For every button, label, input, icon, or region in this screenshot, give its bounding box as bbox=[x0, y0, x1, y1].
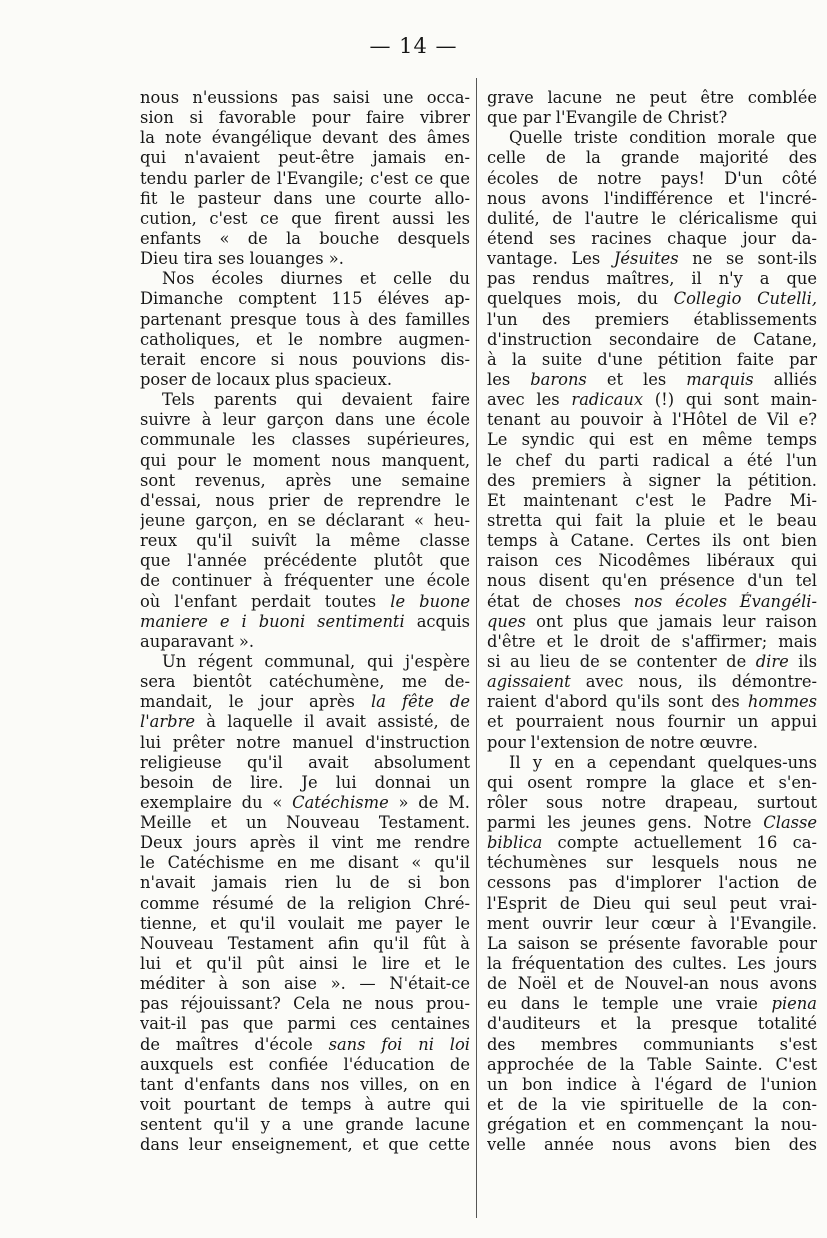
italic-text: maniere e i buoni sentimenti bbox=[140, 611, 405, 631]
text-segment: Meille et un Nouveau Testament. bbox=[140, 813, 470, 833]
text-line bbox=[140, 531, 470, 551]
text-segment: pas rendus maîtres, il n'y a que bbox=[487, 269, 817, 289]
text-segment: dulité, de l'autre le cléricalisme qui bbox=[487, 208, 817, 228]
text-segment: lui et qu'il pût ainsi le lire et le bbox=[140, 954, 470, 974]
text-line bbox=[487, 511, 817, 531]
text-line bbox=[487, 189, 817, 209]
italic-text: sans foi ni loi bbox=[328, 1034, 470, 1054]
text-segment: tant d'enfants dans nos villes, on en bbox=[140, 1074, 470, 1094]
text-segment: cessons pas d'implorer l'action de bbox=[487, 873, 817, 893]
italic-text: la fête de bbox=[370, 692, 470, 712]
text-segment: vait-il pas que parmi ces centaines bbox=[140, 1014, 470, 1034]
text-segment: suivre à leur garçon dans une école bbox=[140, 410, 470, 430]
text-line bbox=[487, 793, 817, 813]
text-line bbox=[487, 894, 817, 914]
text-segment: comme résumé de la religion Chré- bbox=[140, 893, 470, 913]
text-segment: et de la vie spirituelle de la con- bbox=[487, 1095, 817, 1115]
text-segment: n'avait jamais rien lu de si bon bbox=[140, 873, 470, 893]
text-segment: velle année nous avons bien des bbox=[487, 1135, 817, 1155]
text-segment: avec les bbox=[487, 390, 572, 410]
text-segment: d'auditeurs et la presque totalité bbox=[487, 1014, 817, 1034]
text-segment: le chef du parti radical a été l'un bbox=[487, 450, 817, 470]
text-line bbox=[140, 1115, 470, 1135]
text-line bbox=[487, 551, 817, 571]
text-line bbox=[487, 410, 817, 430]
italic-text: l'arbre bbox=[140, 712, 196, 732]
text-segment: les bbox=[487, 369, 531, 389]
text-line bbox=[140, 551, 470, 571]
text-line bbox=[140, 491, 470, 511]
text-segment: ment ouvrir leur cœur à l'Evangile. bbox=[487, 913, 817, 933]
text-segment: celle de la grande majorité des bbox=[487, 148, 817, 168]
text-line bbox=[140, 229, 470, 249]
text-line bbox=[487, 632, 817, 652]
text-segment: d'essai, nous prier de reprendre le bbox=[140, 490, 470, 510]
text-line bbox=[487, 1095, 817, 1115]
text-segment: temps à Catane. Certes ils ont bien bbox=[487, 531, 817, 551]
text-segment: grégation et en commençant la nou- bbox=[487, 1115, 817, 1135]
text-line bbox=[140, 712, 470, 732]
text-segment: sentent qu'il y a une grande lacune bbox=[140, 1115, 470, 1135]
text-line bbox=[140, 632, 470, 652]
text-segment: téchumènes sur lesquels nous ne bbox=[487, 853, 817, 873]
text-line bbox=[487, 994, 817, 1014]
text-line bbox=[140, 209, 470, 229]
text-segment: alliés bbox=[753, 369, 817, 389]
text-segment: Il y en a cependant quelques-uns bbox=[509, 752, 817, 772]
text-segment: Et maintenant c'est le Padre Mi- bbox=[487, 490, 817, 510]
text-segment: mandait, le jour après bbox=[140, 692, 371, 712]
text-segment: Un régent communal, qui j'espère bbox=[162, 651, 470, 671]
text-segment: jeune garçon, en se déclarant « heu- bbox=[140, 510, 470, 530]
text-segment: Dieu tira ses louanges ». bbox=[140, 249, 344, 269]
text-segment: tenant au pouvoir à l'Hôtel de Vil e? bbox=[487, 410, 817, 430]
text-segment: terait encore si nous pouvions dis- bbox=[140, 349, 470, 369]
text-line bbox=[487, 1035, 817, 1055]
text-segment: lui prêter notre manuel d'instruction bbox=[140, 732, 470, 752]
text-line bbox=[140, 350, 470, 370]
text-line bbox=[487, 853, 817, 873]
text-segment: auparavant ». bbox=[140, 631, 255, 651]
text-segment: Le syndic qui est en même temps bbox=[487, 430, 817, 450]
text-line bbox=[487, 370, 817, 390]
text-line bbox=[487, 733, 817, 753]
italic-text: radicaux bbox=[571, 390, 644, 410]
text-line bbox=[140, 652, 470, 672]
text-segment: cution, c'est ce que firent aussi les bbox=[140, 208, 470, 228]
text-segment: catholiques, et le nombre augmen- bbox=[140, 329, 470, 349]
right-column bbox=[487, 88, 817, 1155]
text-segment: nous avons l'indifférence et l'incré- bbox=[487, 188, 817, 208]
text-line bbox=[140, 471, 470, 491]
text-line bbox=[487, 1135, 817, 1155]
text-line bbox=[140, 1014, 470, 1034]
text-segment: Nos écoles diurnes et celle du bbox=[162, 269, 470, 289]
italic-text: agissaient bbox=[487, 672, 571, 692]
text-segment: compte actuellement 16 ca- bbox=[542, 833, 817, 853]
text-line bbox=[140, 994, 470, 1014]
text-segment: raison ces Nicodêmes libéraux qui bbox=[487, 551, 817, 571]
text-line bbox=[487, 471, 817, 491]
text-segment: ont plus que jamais leur raison bbox=[525, 611, 817, 631]
text-segment: d'être et le droit de s'affirmer; mais bbox=[487, 631, 817, 651]
text-line bbox=[487, 692, 817, 712]
text-segment: étend ses racines chaque jour da- bbox=[487, 228, 817, 248]
text-line bbox=[140, 169, 470, 189]
text-line bbox=[487, 833, 817, 853]
text-segment: de Noël et de Nouvel-an nous avons bbox=[487, 974, 817, 994]
italic-text: Collegio Cutelli, bbox=[673, 289, 817, 309]
text-segment: tienne, et qu'il voulait me payer le bbox=[140, 913, 470, 933]
text-segment: de maîtres d'école bbox=[140, 1034, 329, 1054]
text-line bbox=[140, 733, 470, 753]
text-line bbox=[487, 491, 817, 511]
text-line bbox=[140, 430, 470, 450]
text-segment: le Catéchisme en me disant « qu'il bbox=[140, 853, 470, 873]
text-line bbox=[140, 249, 470, 269]
text-line bbox=[140, 853, 470, 873]
text-segment: et les bbox=[586, 369, 687, 389]
text-line bbox=[140, 592, 470, 612]
text-line bbox=[140, 974, 470, 994]
text-segment: besoin de lire. Je lui donnai un bbox=[140, 772, 470, 792]
text-line bbox=[140, 571, 470, 591]
text-line bbox=[140, 269, 470, 289]
text-line bbox=[140, 612, 470, 632]
text-line bbox=[487, 350, 817, 370]
text-segment: méditer à son aise ». — N'était-ce bbox=[140, 974, 470, 994]
text-segment: nous n'eussions pas saisi une occa- bbox=[140, 88, 470, 107]
text-segment: la note évangélique devant des âmes bbox=[140, 128, 470, 148]
page-number: — 14 — bbox=[369, 34, 458, 58]
text-segment: des membres communiants s'est bbox=[487, 1034, 817, 1054]
text-line bbox=[140, 410, 470, 430]
italic-text: barons bbox=[530, 369, 587, 389]
text-segment: à la suite d'une pétition faite par bbox=[487, 349, 817, 369]
text-segment: et pourraient nous fournir un appui bbox=[487, 712, 817, 732]
text-segment: sera bientôt catéchumène, me de- bbox=[140, 672, 470, 692]
text-segment: que l'année précédente plutôt que bbox=[140, 551, 470, 571]
text-line bbox=[487, 169, 817, 189]
text-segment: poser de locaux plus spacieux. bbox=[140, 369, 393, 389]
text-line bbox=[487, 753, 817, 773]
text-segment: qui n'avaient peut-être jamais en- bbox=[140, 148, 470, 168]
text-line bbox=[487, 1075, 817, 1095]
text-line bbox=[487, 773, 817, 793]
text-line bbox=[487, 914, 817, 934]
text-line bbox=[140, 1095, 470, 1115]
text-line bbox=[140, 330, 470, 350]
text-line bbox=[487, 88, 817, 108]
text-segment: que par l'Evangile de Christ? bbox=[487, 108, 728, 128]
text-segment: état de choses bbox=[487, 591, 634, 611]
text-segment: La saison se présente favorable pour bbox=[487, 933, 817, 953]
text-line bbox=[487, 430, 817, 450]
text-segment: pour l'extension de notre œuvre. bbox=[487, 732, 758, 752]
text-line bbox=[140, 189, 470, 209]
text-segment: nous disent qu'en présence d'un tel bbox=[487, 571, 817, 591]
text-line bbox=[140, 672, 470, 692]
text-line bbox=[140, 753, 470, 773]
text-segment: parmi les jeunes gens. Notre bbox=[487, 813, 764, 833]
italic-text: Classe bbox=[763, 813, 817, 833]
text-segment: tendu parler de l'Evangile; c'est ce que bbox=[140, 168, 470, 188]
text-line bbox=[140, 88, 470, 108]
text-segment: Deux jours après il vint me rendre bbox=[140, 833, 470, 853]
text-line bbox=[487, 249, 817, 269]
text-line bbox=[487, 451, 817, 471]
text-line bbox=[487, 974, 817, 994]
text-line bbox=[140, 894, 470, 914]
text-line bbox=[140, 1055, 470, 1075]
italic-text: marquis bbox=[686, 369, 754, 389]
column-divider bbox=[476, 78, 477, 1218]
text-segment: de continuer à fréquenter une école bbox=[140, 571, 470, 591]
text-line bbox=[140, 934, 470, 954]
text-segment: des premiers à signer la pétition. bbox=[487, 470, 817, 490]
text-line bbox=[487, 1055, 817, 1075]
text-segment: l'un des premiers établissements bbox=[487, 309, 817, 329]
italic-text: Jésuites bbox=[613, 249, 679, 269]
italic-text: ques bbox=[487, 611, 526, 631]
text-segment: voit pourtant de temps à autre qui bbox=[140, 1095, 470, 1115]
text-line bbox=[140, 148, 470, 168]
text-segment: communale les classes supérieures, bbox=[140, 430, 470, 450]
text-segment: reux qu'il suivît la même classe bbox=[140, 531, 470, 551]
italic-text: biblica bbox=[487, 833, 543, 853]
text-line bbox=[140, 793, 470, 813]
text-segment: approchée de la Table Sainte. C'est bbox=[487, 1054, 817, 1074]
text-segment: (!) qui sont main- bbox=[643, 390, 817, 410]
text-line bbox=[487, 390, 817, 410]
text-segment: exemplaire du « bbox=[140, 792, 293, 812]
text-segment: sont revenus, après une semaine bbox=[140, 470, 470, 490]
text-line bbox=[487, 571, 817, 591]
text-line bbox=[487, 813, 817, 833]
text-line bbox=[487, 330, 817, 350]
text-segment: ne se sont-ils bbox=[678, 249, 817, 269]
text-line bbox=[487, 289, 817, 309]
text-line bbox=[487, 592, 817, 612]
italic-text: nos écoles Évangéli- bbox=[633, 591, 817, 611]
italic-text: dire bbox=[755, 651, 789, 671]
italic-text: le buone bbox=[390, 591, 470, 611]
text-segment: stretta qui fait la pluie et le beau bbox=[487, 510, 817, 530]
text-segment: Dimanche comptent 115 éléves ap- bbox=[140, 289, 470, 309]
text-segment: qui osent rompre la glace et s'en- bbox=[487, 772, 817, 792]
text-segment: d'instruction secondaire de Catane, bbox=[487, 329, 817, 349]
text-segment: » de M. bbox=[388, 792, 470, 812]
text-line bbox=[140, 1035, 470, 1055]
text-line bbox=[140, 451, 470, 471]
text-line bbox=[140, 128, 470, 148]
text-line bbox=[487, 934, 817, 954]
text-segment: sion si favorable pour faire vibrer bbox=[140, 108, 470, 128]
text-line bbox=[487, 612, 817, 632]
text-line bbox=[140, 813, 470, 833]
text-line bbox=[487, 1014, 817, 1034]
text-line bbox=[487, 209, 817, 229]
text-segment: Tels parents qui devaient faire bbox=[162, 390, 470, 410]
text-line bbox=[487, 1115, 817, 1135]
text-line bbox=[487, 531, 817, 551]
text-line bbox=[487, 310, 817, 330]
text-line bbox=[140, 773, 470, 793]
text-line bbox=[140, 1135, 470, 1155]
italic-text: piena bbox=[771, 994, 817, 1014]
text-segment: vantage. Les bbox=[487, 249, 614, 269]
text-segment: acquis bbox=[404, 611, 470, 631]
text-line bbox=[487, 108, 817, 128]
text-line bbox=[140, 692, 470, 712]
text-line bbox=[140, 289, 470, 309]
text-line bbox=[140, 954, 470, 974]
text-segment: où l'enfant perdait toutes bbox=[140, 591, 391, 611]
text-segment: Quelle triste condition morale que bbox=[509, 128, 817, 148]
text-segment: pas réjouissant? Cela ne nous prou- bbox=[140, 994, 470, 1014]
text-segment: enfants « de la bouche desquels bbox=[140, 228, 470, 248]
text-segment: fit le pasteur dans une courte allo- bbox=[140, 188, 470, 208]
text-segment: écoles de notre pays! D'un côté bbox=[487, 168, 817, 188]
text-line bbox=[140, 310, 470, 330]
text-segment: religieuse qu'il avait absolument bbox=[140, 752, 470, 772]
text-line bbox=[140, 108, 470, 128]
text-line bbox=[140, 370, 470, 390]
text-segment: ils bbox=[788, 651, 817, 671]
text-segment: partenant presque tous à des familles bbox=[140, 309, 470, 329]
text-line bbox=[140, 1075, 470, 1095]
text-line bbox=[140, 390, 470, 410]
text-segment: l'Esprit de Dieu qui seul peut vrai- bbox=[487, 893, 817, 913]
text-segment: auxquels est confiée l'éducation de bbox=[140, 1054, 470, 1074]
text-line bbox=[487, 672, 817, 692]
text-line bbox=[487, 128, 817, 148]
text-segment: dans leur enseignement, et que cette bbox=[140, 1135, 470, 1155]
text-line bbox=[487, 148, 817, 168]
text-segment: qui pour le moment nous manquent, bbox=[140, 450, 470, 470]
text-line bbox=[487, 873, 817, 893]
text-line bbox=[487, 229, 817, 249]
text-segment: avec nous, ils démontre- bbox=[570, 672, 817, 692]
text-segment: si au lieu de se contenter de bbox=[487, 651, 756, 671]
text-line bbox=[140, 511, 470, 531]
text-segment: la fréquentation des cultes. Les jours bbox=[487, 954, 817, 974]
italic-text: hommes bbox=[747, 692, 817, 712]
left-column bbox=[140, 88, 470, 1155]
text-segment: eu dans le temple une vraie bbox=[487, 994, 772, 1014]
text-segment: à laquelle il avait assisté, de bbox=[195, 712, 470, 732]
text-segment: raient d'abord qu'ils sont des bbox=[487, 692, 748, 712]
text-line bbox=[487, 269, 817, 289]
italic-text: Catéchisme bbox=[292, 792, 389, 812]
text-segment: grave lacune ne peut être comblée bbox=[487, 88, 817, 107]
text-segment: un bon indice à l'égard de l'union bbox=[487, 1074, 817, 1094]
text-segment: rôler sous notre drapeau, surtout bbox=[487, 792, 817, 812]
text-line bbox=[487, 954, 817, 974]
text-line bbox=[487, 652, 817, 672]
text-line bbox=[140, 873, 470, 893]
text-segment: quelques mois, du bbox=[487, 289, 674, 309]
text-line bbox=[140, 833, 470, 853]
text-line bbox=[140, 914, 470, 934]
text-line bbox=[487, 712, 817, 732]
text-segment: Nouveau Testament afin qu'il fût à bbox=[140, 933, 470, 953]
